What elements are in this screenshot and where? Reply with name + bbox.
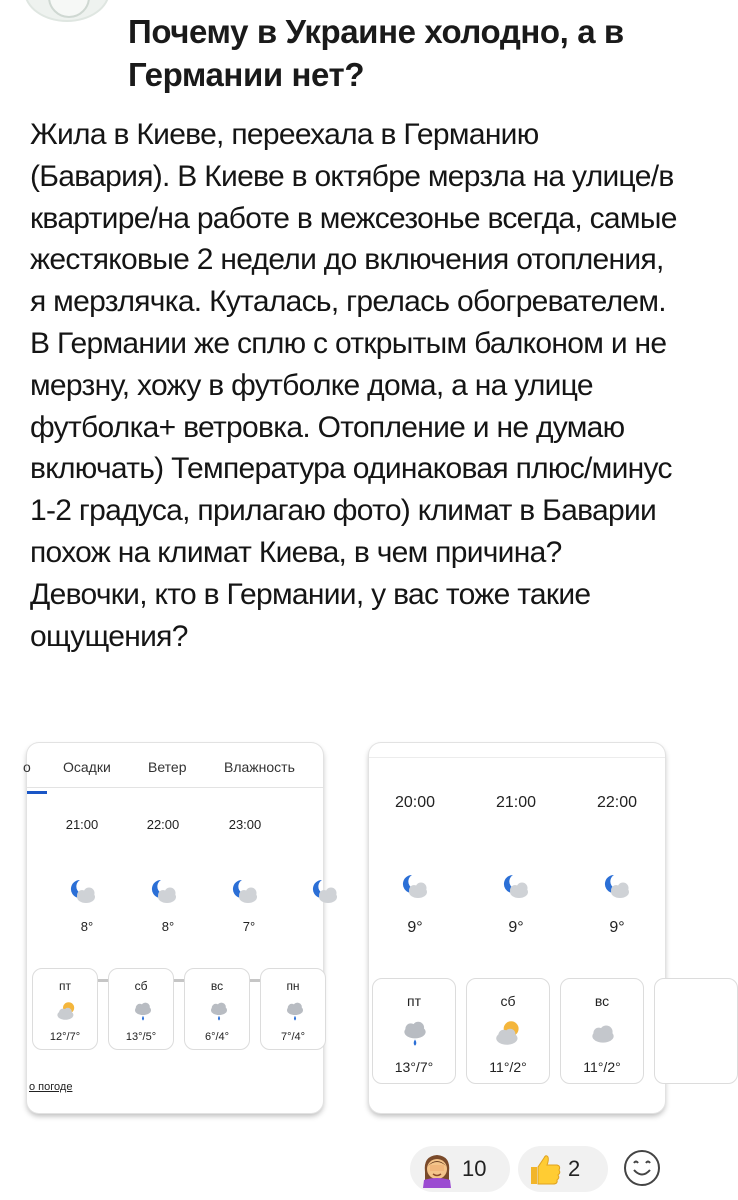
day-temps: 13°/7° [394, 1059, 434, 1075]
hour-time: 22:00 [596, 794, 638, 811]
hour-time: 23:00 [228, 817, 262, 832]
moon-cloud-icon [150, 877, 180, 907]
day-card[interactable] [466, 978, 550, 1084]
day-temps: 7°/4° [280, 1031, 306, 1043]
hour-time: 21:00 [495, 794, 537, 811]
moon-cloud-icon [231, 877, 261, 907]
hour-time: 22:00 [146, 817, 180, 832]
sun-cloud-icon [493, 1017, 525, 1049]
weather-link[interactable]: о погоде [29, 1081, 73, 1093]
day-card[interactable] [184, 968, 250, 1050]
day-name: пт [407, 993, 421, 1009]
moon-cloud-icon [502, 872, 532, 902]
hour-temp: 9° [407, 919, 423, 936]
rain-cloud-icon [283, 999, 307, 1023]
weather-screenshot-bavaria[interactable] [369, 743, 665, 1113]
moon-cloud-icon [311, 877, 341, 907]
moon-cloud-icon [69, 877, 99, 907]
reaction-thumbs-up[interactable] [518, 1146, 608, 1192]
facepalm-woman-icon [418, 1150, 456, 1188]
hour-temp: 8° [80, 919, 94, 934]
hour-temp: 8° [161, 919, 175, 934]
sun-cloud-icon [55, 999, 79, 1023]
weather-tabs [23, 751, 323, 791]
day-card[interactable] [560, 978, 644, 1084]
day-temps: 11°/2° [489, 1059, 527, 1075]
weather-screenshot-kyiv[interactable] [23, 743, 323, 1113]
post-body: Жила в Киеве, переехала в Германию (Бавария). В Киеве в октябре мерзла на улице/в квартире/на работе в межсезонье всегда, самые жестяковые 2 недели до включения отопления, я мерзлячка. Куталась, грелась обогревателем. В Германии же сплю с открытым балконом и не мерзну, хожу в футболке дома, а на улице футболка+ ветровка. Отопление и не думаю включать) Температура одинаковая плюс/минус 1-2 градуса, прилагаю фото) климат в Баварии похож на климат Киева, в чем причина? Девочки, кто в Германии, у вас тоже такие ощущения? [30, 118, 677, 653]
day-card[interactable] [108, 968, 174, 1050]
day-card[interactable] [654, 978, 738, 1084]
rain-cloud-icon [207, 999, 231, 1023]
hour-temp: 7° [242, 919, 256, 934]
day-name: вс [594, 993, 610, 1009]
day-name: вс [210, 979, 224, 993]
reaction-facepalm[interactable] [410, 1146, 510, 1192]
reaction-count: 2 [568, 1156, 581, 1181]
tab-underline [27, 791, 47, 794]
rain-cloud-icon [131, 999, 155, 1023]
day-card[interactable] [372, 978, 456, 1084]
hour-temp: 9° [609, 919, 625, 936]
hour-temp: 9° [508, 919, 524, 936]
day-temps: 12°/7° [49, 1031, 81, 1043]
day-temps: 13°/5° [125, 1031, 157, 1043]
tabs-divider [27, 787, 323, 788]
hour-time: 20:00 [394, 794, 436, 811]
rain-cloud-icon [399, 1017, 431, 1049]
tab-cut: о [23, 759, 31, 775]
tab-humidity: Влажность [224, 759, 295, 775]
day-card[interactable] [260, 968, 326, 1050]
smiley-face-icon[interactable] [622, 1148, 662, 1188]
reaction-count: 10 [462, 1156, 487, 1181]
hour-time: 21:00 [65, 817, 99, 832]
top-divider [369, 757, 665, 758]
day-temps: 6°/4° [204, 1031, 230, 1043]
day-name: пн [286, 979, 300, 993]
day-temps: 11°/2° [583, 1059, 621, 1075]
moon-cloud-icon [603, 872, 633, 902]
thumbs-up-icon [526, 1150, 564, 1188]
day-name: сб [500, 993, 516, 1009]
cloud-icon [587, 1017, 619, 1049]
day-card[interactable] [32, 968, 98, 1050]
tab-wind: Ветер [148, 759, 187, 775]
moon-cloud-icon [401, 872, 431, 902]
tab-precipitation: Осадки [63, 759, 111, 775]
author-avatar[interactable] [24, 0, 110, 22]
post-title: Почему в Украине холодно, а в Германии нет? [128, 13, 624, 93]
day-name: сб [134, 979, 148, 993]
day-name: пт [59, 979, 71, 993]
